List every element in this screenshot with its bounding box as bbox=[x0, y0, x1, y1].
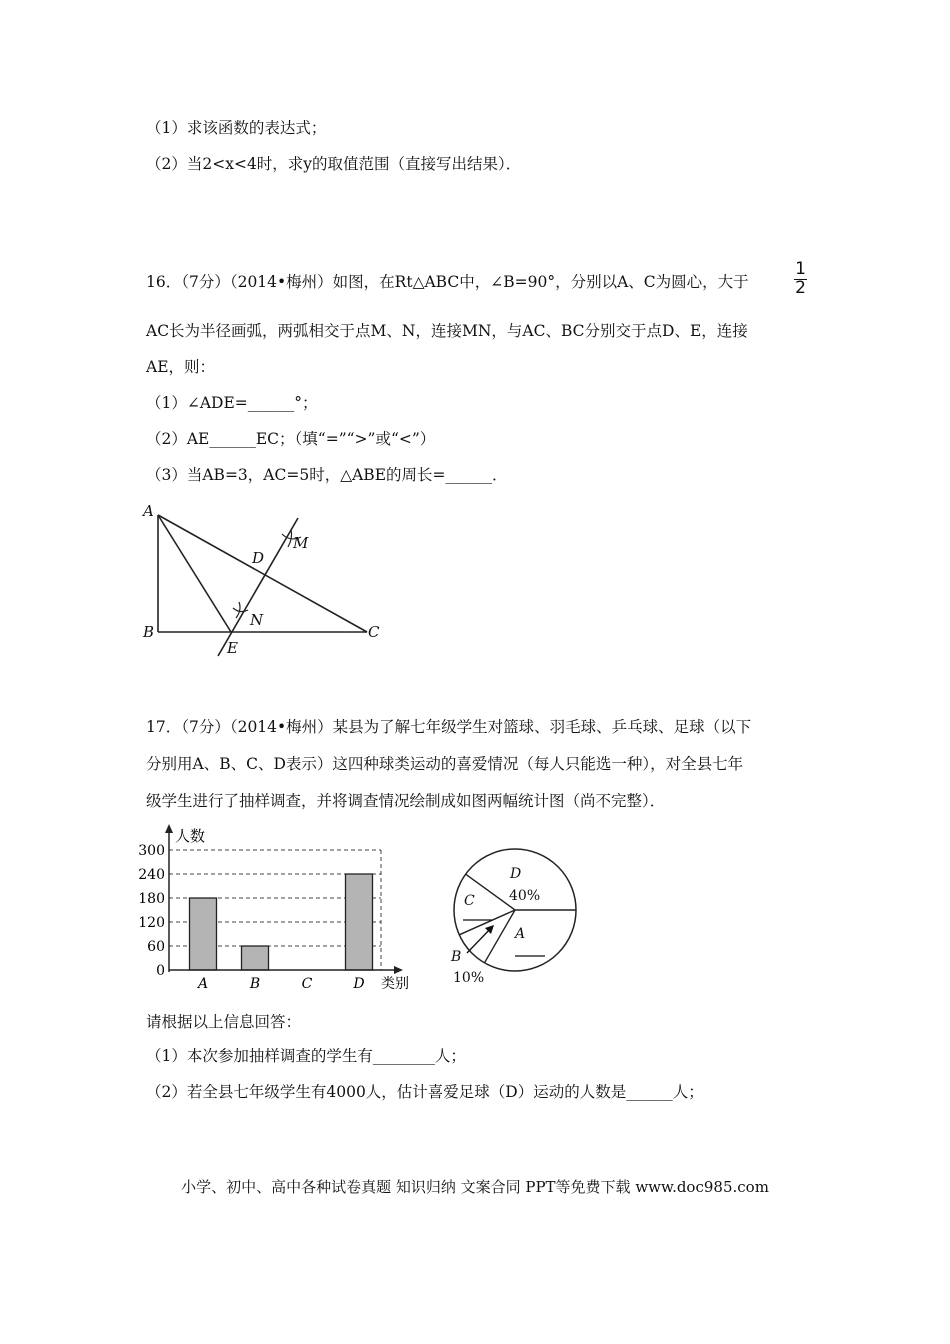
page-footer: 小学、初中、高中各种试卷真题 知识归纳 文案合同 PPT等免费下载 www.doc985.com bbox=[181, 1178, 769, 1196]
label-b: B bbox=[143, 623, 155, 641]
y-tick-label: 60 bbox=[147, 939, 165, 955]
x-tick-label: B bbox=[249, 976, 261, 992]
pie-label-a: A bbox=[515, 926, 526, 942]
segment-ae bbox=[158, 515, 231, 632]
y-axis-label: 人数 bbox=[175, 827, 206, 845]
label-a: A bbox=[143, 502, 154, 520]
y-tick-label: 240 bbox=[138, 867, 165, 883]
pie-label-c: C bbox=[464, 893, 475, 909]
fraction-numerator: 1 bbox=[795, 259, 806, 279]
pie-value-b: 10% bbox=[453, 970, 485, 986]
y-axis-arrow bbox=[165, 824, 173, 833]
q16-part3: （3）当AB=3，AC=5时，△ABE的周长=______． bbox=[146, 466, 508, 484]
label-c: C bbox=[368, 623, 380, 641]
label-e: E bbox=[227, 639, 238, 657]
q17-stem-line2: 分别用A、B、C、D表示）这四种球类运动的喜爱情况（每人只能选一种），对全县七年 bbox=[146, 755, 744, 773]
q17-part1: （1）本次参加抽样调查的学生有________人； bbox=[146, 1047, 466, 1065]
q16-stem-line3: AE，则： bbox=[146, 358, 216, 376]
pie-boundary-b-a bbox=[485, 910, 516, 963]
q17-part2: （2）若全县七年级学生有4000人，估计喜爱足球（D）运动的人数是______人； bbox=[146, 1083, 704, 1101]
x-tick-label: C bbox=[301, 976, 313, 992]
pie-label-d: D bbox=[510, 866, 522, 882]
y-tick-label: 300 bbox=[138, 843, 165, 859]
y-tick-label: 180 bbox=[138, 891, 165, 907]
bar-chart bbox=[135, 822, 425, 992]
q17-stem-line3: 级学生进行了抽样调查，并将调查情况绘制成如图两幅统计图（尚不完整）． bbox=[146, 792, 666, 810]
x-axis-label: 类别 bbox=[381, 976, 409, 992]
pie-label-b: B bbox=[451, 949, 462, 965]
q16-stem-line2: AC长为半径画弧，两弧相交于点M、N，连接MN，与AC、BC分别交于点D、E，连接 bbox=[146, 322, 748, 340]
triangle-figure bbox=[135, 498, 395, 663]
q16-part2: （2）AE______EC；（填“=”“>”或“<”） bbox=[146, 430, 436, 448]
pie-boundary-c-b bbox=[459, 910, 515, 935]
bar-a bbox=[190, 898, 217, 970]
label-m: M bbox=[293, 534, 309, 552]
q17-stem-line1: 17．（7分）（2014•梅州）某县为了解七年级学生对篮球、羽毛球、乒乓球、足球（以下 bbox=[146, 718, 752, 736]
q15-part1: （1）求该函数的表达式； bbox=[146, 119, 327, 137]
q16-fraction bbox=[794, 259, 807, 298]
y-tick-label: 120 bbox=[138, 915, 165, 931]
label-d: D bbox=[252, 549, 265, 567]
fraction-denominator: 2 bbox=[795, 278, 806, 298]
bar-d bbox=[346, 874, 373, 970]
q15-part2: （2）当2<x<4时，求y的取值范围（直接写出结果）． bbox=[146, 155, 522, 173]
q16-part1: （1）∠ADE=______°； bbox=[146, 394, 318, 412]
x-tick-label: A bbox=[197, 976, 209, 992]
x-tick-label: D bbox=[353, 976, 365, 992]
q17-prompt: 请根据以上信息回答： bbox=[146, 1013, 302, 1031]
pie-value-d: 40% bbox=[509, 888, 541, 904]
bar-b bbox=[242, 946, 269, 970]
q16-stem-line1: 16．（7分）（2014•梅州）如图，在Rt△ABC中，∠B=90°，分别以A、C为圆心，大于 bbox=[146, 273, 749, 291]
pie-chart bbox=[435, 822, 595, 992]
y-tick-label: 0 bbox=[156, 963, 165, 979]
label-n: N bbox=[250, 611, 264, 629]
x-axis-arrow bbox=[394, 966, 403, 974]
